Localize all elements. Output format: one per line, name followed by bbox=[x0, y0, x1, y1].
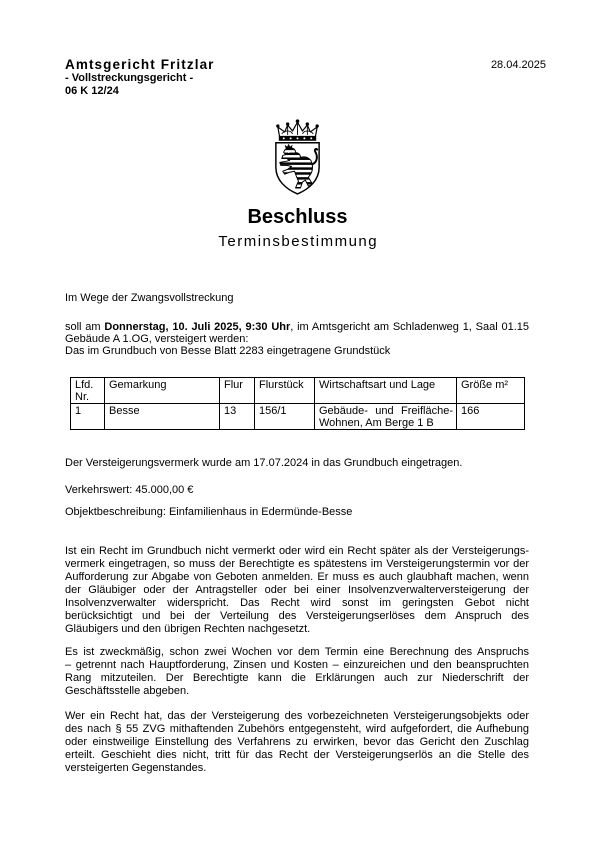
cell-flurstueck: 156/1 bbox=[255, 404, 315, 430]
court-name: Amtsgericht Fritzlar bbox=[65, 57, 215, 72]
object-description-value: Einfamilienhaus in Edermünde-Besse bbox=[168, 505, 353, 518]
coat-of-arms-icon bbox=[268, 118, 327, 197]
shield bbox=[276, 143, 319, 194]
paragraph-line: – getrennt nach Hauptforderung, Zinsen und Kosten – einzureichen und den beanspruchten bbox=[65, 658, 529, 671]
market-value-amount: 45.000,00 € bbox=[135, 483, 194, 496]
paragraph-line: der Gläubiger oder der Antragsteller oder bei einer Insolvenzverwalterversteigerung der bbox=[65, 583, 529, 596]
object-description-label: Objektbeschreibung: bbox=[65, 505, 166, 518]
document-title: Beschluss bbox=[247, 206, 348, 228]
schedule-location-line: Gebäude A 1.OG, versteigert werden: bbox=[65, 332, 249, 345]
crown bbox=[276, 119, 319, 140]
property-table bbox=[70, 377, 525, 430]
auction-location: , im Amtsgericht am Schladenweg 1, Saal 01.15 bbox=[290, 320, 529, 333]
auction-datetime: Donnerstag, 10. Juli 2025, 9:30 Uhr bbox=[104, 320, 291, 333]
paragraph-line: vermerk eingetragen, so muss der Berechtigte es spätestens im Versteigerungstermin vor der bbox=[65, 557, 529, 570]
registration-note: Der Versteigerungsvermerk wurde am 17.07.2024 in das Grundbuch eingetragen. bbox=[65, 456, 463, 469]
object-description bbox=[65, 506, 529, 519]
column-header-flur: Flur bbox=[220, 378, 255, 404]
paragraph-line: Wer ein Recht hat, das der Versteigerung des vorbezeichneten Versteigerungsobjekts oder bbox=[65, 709, 529, 722]
paragraph-line: Es ist zweckmäßig, schon zwei Wochen vor dem Termin eine Berechnung des Anspruchs bbox=[65, 645, 529, 658]
notice-paragraph bbox=[65, 710, 529, 775]
schedule-prefix: soll am bbox=[65, 320, 101, 333]
cell-lfd-nr: 1 bbox=[71, 404, 105, 430]
notice-paragraph bbox=[65, 646, 529, 698]
paragraph-line: Ist ein Recht im Grundbuch nicht vermerkt oder wird ein Recht später als der Versteigerungs- bbox=[65, 544, 529, 557]
document-subtitle: Terminsbestimmung bbox=[218, 233, 379, 250]
paragraph-line: Geschäftsstelle abgeben. bbox=[65, 684, 190, 697]
case-number: 06 K 12/24 bbox=[65, 85, 119, 97]
paragraph-line: Insolvenzverwalter widerspricht. Das Recht wird sonst im geringsten Gebot nicht bbox=[65, 596, 529, 609]
paragraph-line: Aufforderung zur Abgabe von Geboten anmelden. Er muss es auch glaubhaft machen, wenn bbox=[65, 570, 529, 583]
column-header-wirtschaftsart: Wirtschaftsart und Lage bbox=[315, 378, 457, 404]
auction-schedule bbox=[65, 321, 529, 357]
paragraph-line: erteilt. Geschieht dies nicht, tritt für das Recht der Versteigerungserlös an die Stelle des bbox=[65, 748, 529, 761]
paragraph-line: berücksichtigt und bei der Verteilung des Versteigerungserlöses dem Anspruch des bbox=[65, 609, 529, 622]
paragraph-line: Gläubigers und den übrigen Rechten nachgesetzt. bbox=[65, 622, 311, 635]
court-header bbox=[65, 58, 215, 99]
column-header-flurstueck: Flurstück bbox=[255, 378, 315, 404]
table-row bbox=[71, 404, 525, 430]
paragraph-line: des nach § 55 ZVG mithaftenden Zubehörs entgegensteht, wird aufgefordert, die Aufhebung bbox=[65, 722, 529, 735]
cell-groesse: 166 bbox=[457, 404, 525, 430]
paragraph-line: Rang mitzuteilen. Der Berechtigte kann die Erklärungen auch zur Niederschrift der bbox=[65, 671, 529, 684]
schedule-line bbox=[65, 321, 529, 333]
schedule-object-line: Das im Grundbuch von Besse Blatt 2283 eingetragene Grundstück bbox=[65, 344, 391, 357]
column-header-gemarkung: Gemarkung bbox=[105, 378, 220, 404]
table-header-row bbox=[71, 378, 525, 404]
intro-text: Im Wege der Zwangsvollstreckung bbox=[65, 291, 234, 304]
court-division: - Vollstreckungsgericht - bbox=[65, 71, 194, 84]
cell-flur: 13 bbox=[220, 404, 255, 430]
notice-paragraph bbox=[65, 545, 529, 636]
paragraph-line: oder einstweilige Einstellung des Verfahrens zu erwirken, bevor das Gericht den Zuschlag bbox=[65, 735, 529, 748]
document-date: 28.04.2025 bbox=[490, 58, 546, 71]
market-value bbox=[65, 484, 529, 497]
market-value-label: Verkehrswert: bbox=[65, 483, 133, 496]
column-header-lfd-nr: Lfd. Nr. bbox=[71, 378, 105, 404]
column-header-groesse: Größe m² bbox=[457, 378, 525, 404]
cell-wirtschaftsart: Gebäude- und Freifläche-Wohnen, Am Berge 1 B bbox=[315, 404, 457, 430]
cell-gemarkung: Besse bbox=[105, 404, 220, 430]
paragraph-line: versteigerten Gegenstandes. bbox=[65, 761, 207, 774]
